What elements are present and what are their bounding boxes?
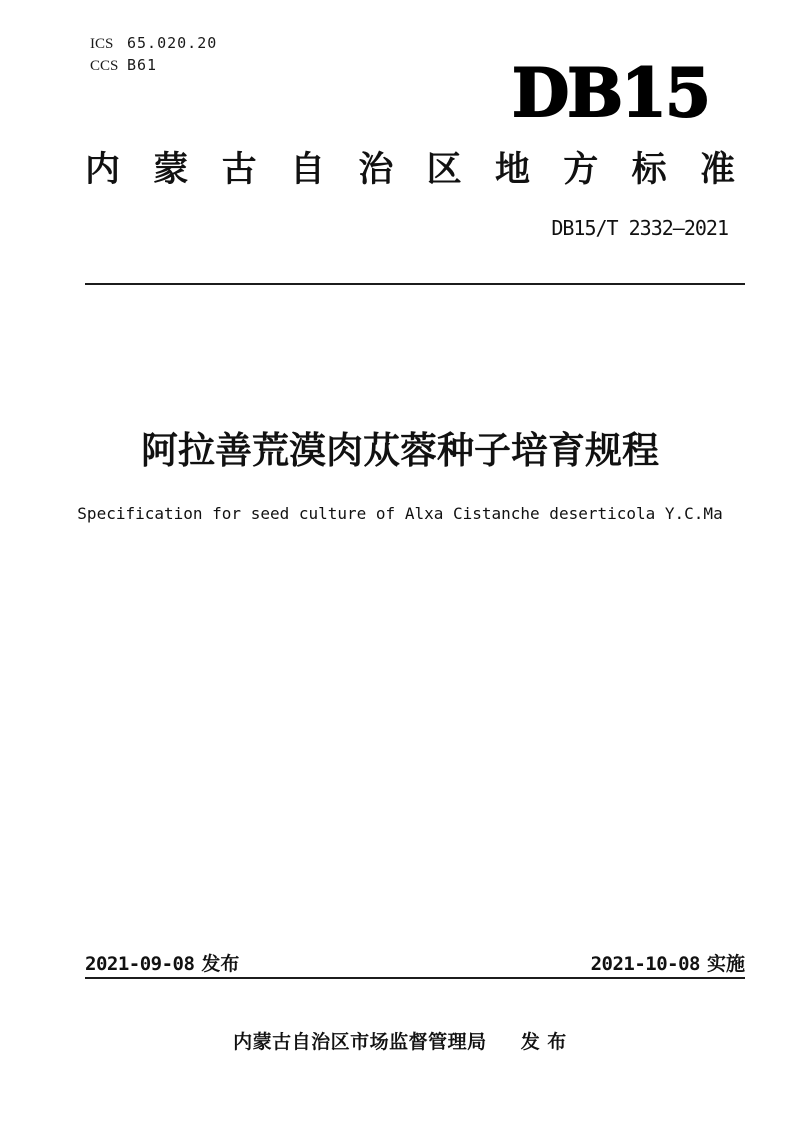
title-chinese: 阿拉善荒漠肉苁蓉种子培育规程 [141, 429, 659, 472]
ics-row [90, 33, 217, 55]
dates-row [85, 949, 745, 976]
ics-value: 65.020.20 [127, 34, 218, 52]
implement-date-item [591, 949, 745, 976]
issue-date-item [85, 949, 239, 976]
db15-logo: DB15 [512, 54, 709, 132]
ccs-label: CCS [90, 58, 119, 74]
classification-codes [90, 33, 217, 77]
implement-label: 实施 [706, 953, 745, 975]
title-english: Specification for seed culture of Alxa Cistanche deserticola Y.C.Ma [77, 504, 723, 523]
issue-label: 发布 [201, 953, 240, 975]
ics-label: ICS [90, 36, 114, 52]
publisher-org: 内蒙古自治区市场监督管理局 [233, 1031, 487, 1053]
implement-date: 2021-10-08 [590, 953, 700, 975]
publisher-line [0, 1027, 800, 1054]
ccs-row [90, 55, 217, 77]
document-number: DB15/T 2332—2021 [551, 216, 728, 240]
header-divider-line [85, 283, 745, 285]
ccs-value: B61 [127, 56, 158, 74]
footer-divider-line [85, 977, 745, 979]
issue-date: 2021-09-08 [85, 953, 195, 975]
publisher-action: 发 布 [520, 1031, 567, 1053]
standard-type-heading: 内 蒙 古 自 治 区 地 方 标 准 [85, 150, 735, 190]
